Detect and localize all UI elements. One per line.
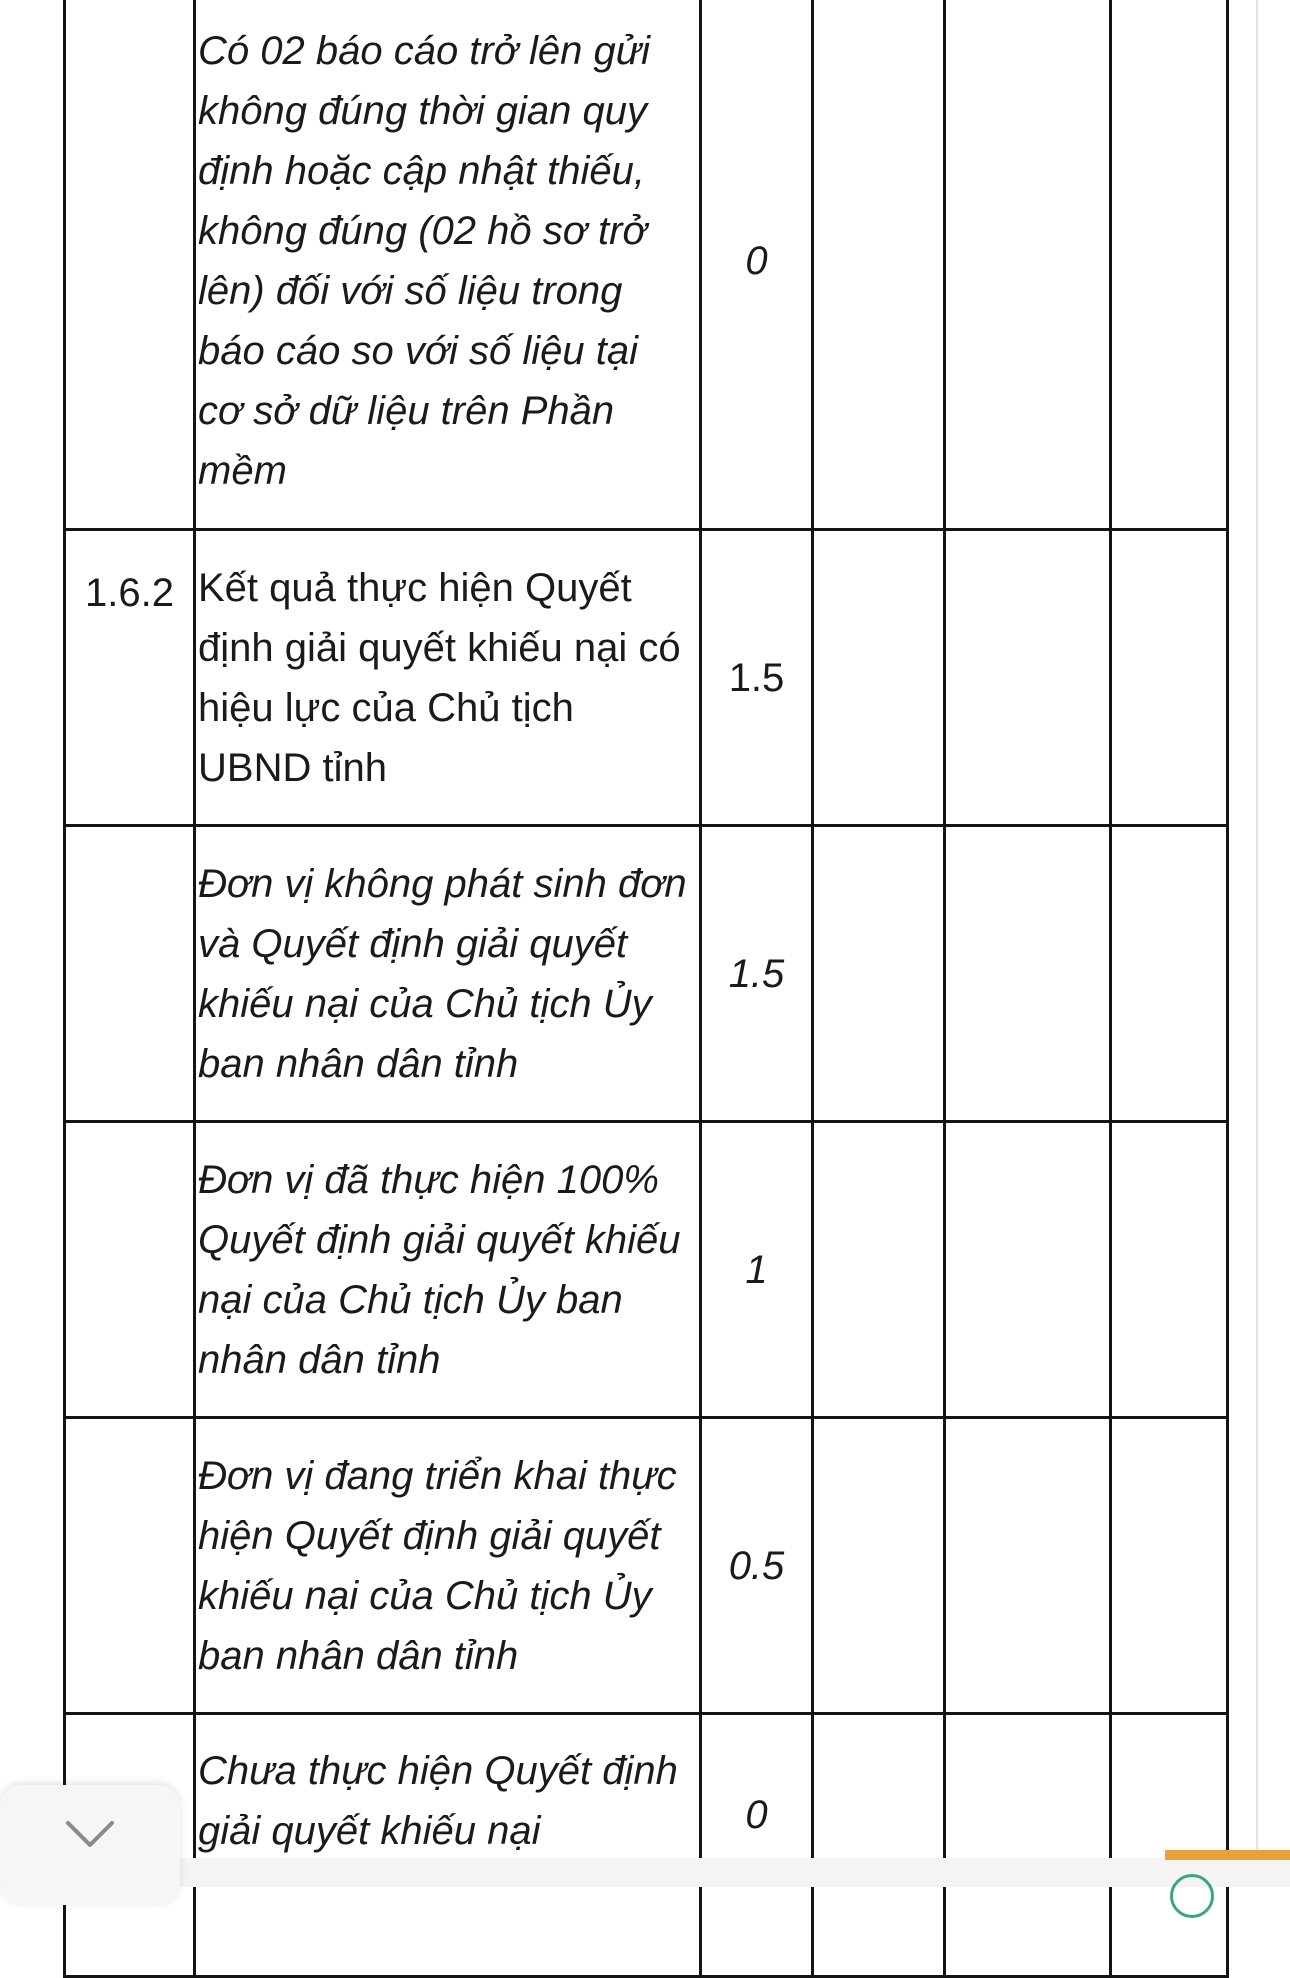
table-row (65, 530, 1228, 826)
accent-bar (1165, 1850, 1290, 1860)
table-row (65, 1714, 1228, 1977)
chevron-down-icon (64, 1819, 116, 1849)
empty-cell (813, 1122, 945, 1418)
row-score: 0 (701, 0, 813, 530)
row-number (65, 0, 195, 530)
table-row (65, 1122, 1228, 1418)
empty-cell (1111, 826, 1228, 1122)
criteria-table (63, 0, 1229, 1978)
empty-cell (813, 1714, 945, 1977)
scroll-edge (1256, 0, 1258, 1887)
row-description: Có 02 báo cáo trở lên gửi không đúng thời gian quy định hoặc cập nhật thiếu, không đúng (02 hồ sơ trở lên) đối với số liệu trong báo cáo so với số liệu tại cơ sở dữ liệu trên Phần mềm (195, 0, 701, 530)
empty-cell (1111, 1714, 1228, 1977)
empty-cell (813, 826, 945, 1122)
row-number (65, 826, 195, 1122)
empty-cell (1111, 1418, 1228, 1714)
row-description: Đơn vị đã thực hiện 100% Quyết định giải quyết khiếu nại của Chủ tịch Ủy ban nhân dân tỉnh (195, 1122, 701, 1418)
table-row (65, 1418, 1228, 1714)
row-description: Kết quả thực hiện Quyết định giải quyết khiếu nại có hiệu lực của Chủ tịch UBND tỉnh (195, 530, 701, 826)
empty-cell (813, 1418, 945, 1714)
empty-cell (945, 1714, 1111, 1977)
empty-cell (945, 0, 1111, 530)
row-score: 0.5 (701, 1418, 813, 1714)
row-number (65, 1122, 195, 1418)
empty-cell (945, 530, 1111, 826)
row-score: 0 (701, 1714, 813, 1977)
status-ring-icon (1170, 1874, 1214, 1918)
row-score: 1.5 (701, 826, 813, 1122)
row-description: Đơn vị đang triển khai thực hiện Quyết định giải quyết khiếu nại của Chủ tịch Ủy ban nhân dân tỉnh (195, 1418, 701, 1714)
row-score: 1 (701, 1122, 813, 1418)
empty-cell (1111, 530, 1228, 826)
collapse-button[interactable] (0, 1785, 180, 1905)
row-description: Đơn vị không phát sinh đơn và Quyết định giải quyết khiếu nại của Chủ tịch Ủy ban nhân dân tỉnh (195, 826, 701, 1122)
table-row (65, 826, 1228, 1122)
table-row (65, 0, 1228, 530)
empty-cell (945, 1122, 1111, 1418)
row-score: 1.5 (701, 530, 813, 826)
empty-cell (1111, 0, 1228, 530)
row-description: Chưa thực hiện Quyết định giải quyết khiếu nại (195, 1714, 701, 1977)
empty-cell (945, 826, 1111, 1122)
empty-cell (945, 1418, 1111, 1714)
bottom-toolbar-edge (0, 1858, 1290, 1887)
empty-cell (1111, 1122, 1228, 1418)
empty-cell (813, 0, 945, 530)
row-number: 1.6.2 (65, 530, 195, 826)
row-number (65, 1418, 195, 1714)
empty-cell (813, 530, 945, 826)
